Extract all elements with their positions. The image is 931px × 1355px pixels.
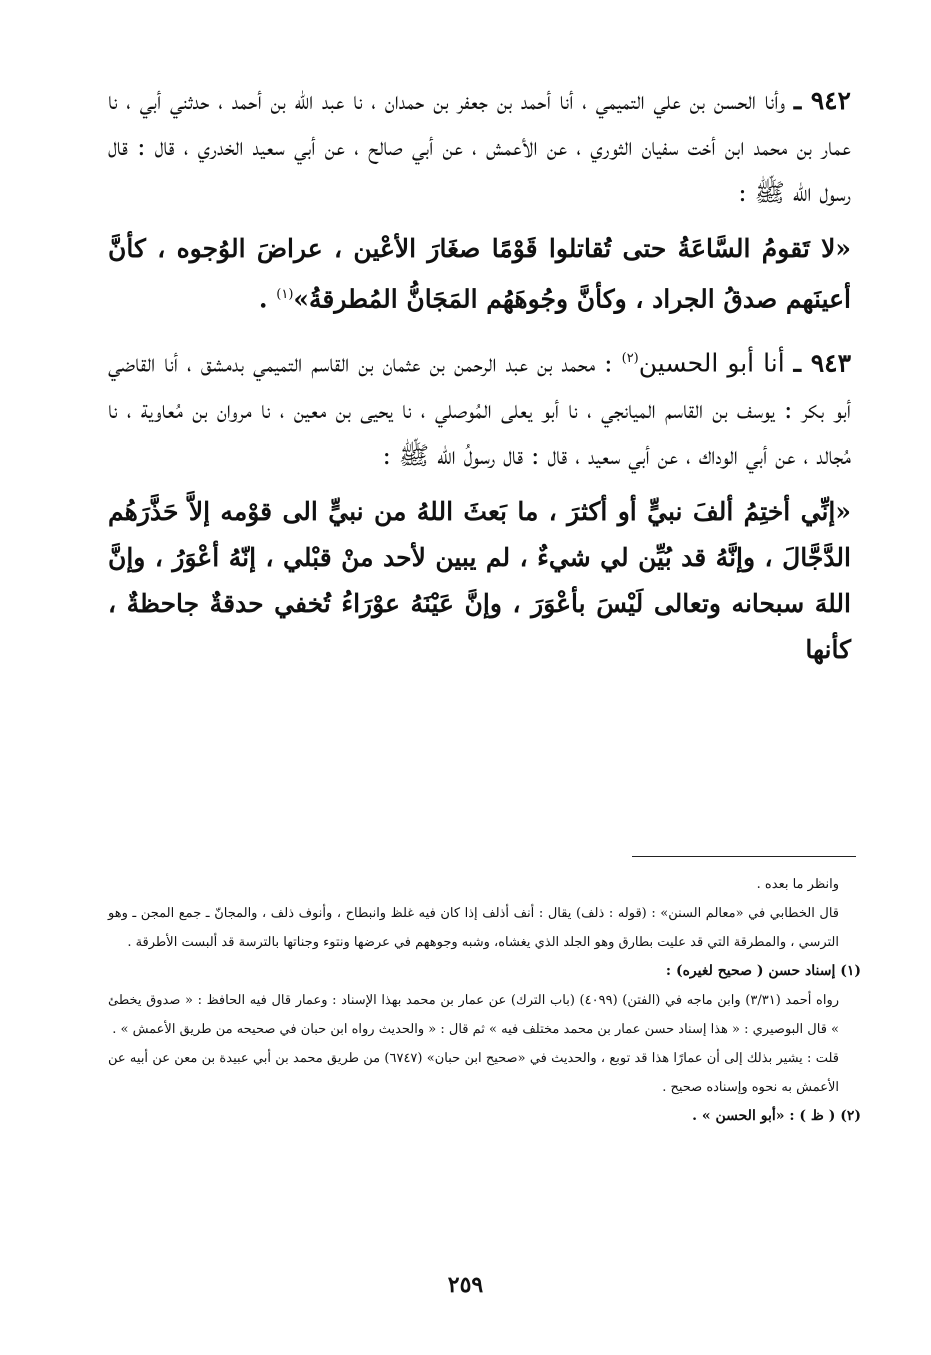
matn-text: «لا تَقومُ السَّاعَةُ حتى تُقاتلوا قَوْمًا صغَارَ الأعْين ، عراضَ الوُجوه ، كأنَّ أعينَهم صدقُ الجراد ، وكأنَّ وجُوهَهُم المَجَانُّ المُطرقةُ» [108,234,851,314]
isnad-text: : محمد بن عبد الرحمن بن عثمان بن القاسم التميمي بدمشق ، أنا القاضي أبو بكر : يوسف بن القاسم الميانجي ، نا أبو يعلى المُوصلي ، نا يحيى بن معين ، نا مروان بن مُعاوية ، نا مُجالد ، عن أبي الوداك ، عن أبي سعيد ، قال : قال رسولُ الله ﷺ : [108,348,851,470]
page-number: ٢٥٩ [447,1272,484,1298]
sentence-end: . [258,284,277,314]
isnad-text: وأنا الحسن بن علي التميمي ، أنا أحمد بن جعفر بن حمدان ، نا عبد الله بن أحمد ، حدثني أبي ، نا عمار بن محمد ابن أخت سفيان الثوري ، عن الأعمش ، عن أبي صالح ، عن أبي سعيد الخدري ، قال : قال رسول الله ﷺ : [108,86,851,207]
hadith-942-text [108,226,851,322]
isnad-start: أنا أبو الحسين [638,348,785,378]
footnotes [108,870,861,1131]
footnote-1-heading: (١) إسناد حسن ( صحيح لغيره) : [665,963,861,979]
footnote-line: قال الخطابي في «معالم السنن» : (قوله : ذلف) يقال : أنف أذلف إذا كان فيه غلظ وانبطاح ، وأنوف ذلف ، والمجانّ ـ جمع المجن ـ وهو الترسي ، والمطرقة التي قد عليت بطارق وهو الجلد الذي يغشاه، وشبه وجوههم في عرضها ونتوء وجناتها بالترسة قد ألبست الأطرقة . [108,906,839,950]
footnote-line: رواه أحمد (٣/٣١) وابن ماجه في (الفتن) (٤٠٩٩) (باب الترك) عن عمار بن محمد بهذا الإسناد : وعمار قال فيه الحافظ : « صدوق يخطئ » قال البوصيري : « هذا إسناد حسن عمار بن محمد مختلف فيه » ثم قال : « والحديث رواه ابن حبان في صحيحه من طريق الأعمش » . [108,993,840,1037]
footnote-line: وانظر ما بعده . [756,877,839,892]
hadith-number: ٩٤٢ ـ [793,86,851,115]
matn-text: «إنِّي أختِمُ ألفَ نبيٍّ أو أكثرَ ، ما بَعثَ اللهُ من نبيٍّ الى قوْمه إلاَّ حَذَّرَهُم الدَّجَّالَ ، وإنَّهُ قد بُيِّن لي شيءٌ ، لم يبين لأحد منْ قبْلي ، إنّهُ أعْوَرُ ، وإنَّ اللهَ سبحانه وتعالى لَيْسَ بأعْوَرَ ، وإنَّ عَيْنَهُ عوْرَاءُ تُخفي حدقةٌ جاحظةٌ ، كأنها [108,496,851,664]
footnote-separator [632,856,856,857]
hadith-943-chain [108,336,851,478]
footnote-ref: (١) [276,287,294,302]
hadith-942-chain [108,78,851,216]
hadith-number: ٩٤٣ ـ [793,348,852,378]
footnote-line: قلت : يشير بذلك إلى أن عمارًا هذا قد توبع ، والحديث في «صحيح ابن حبان» (٦٧٤٧) من طريق محمد بن أبي عبيدة بن معن عن أبيه عن الأعمش به نحوه وإسناده صحيح . [108,1051,839,1095]
hadith-943-text [108,489,851,673]
main-text [108,78,851,687]
footnote-ref: (٢) [621,351,639,367]
footnote-2: (٢) ( ظ ) : «أبو الحسن » . [692,1108,861,1124]
